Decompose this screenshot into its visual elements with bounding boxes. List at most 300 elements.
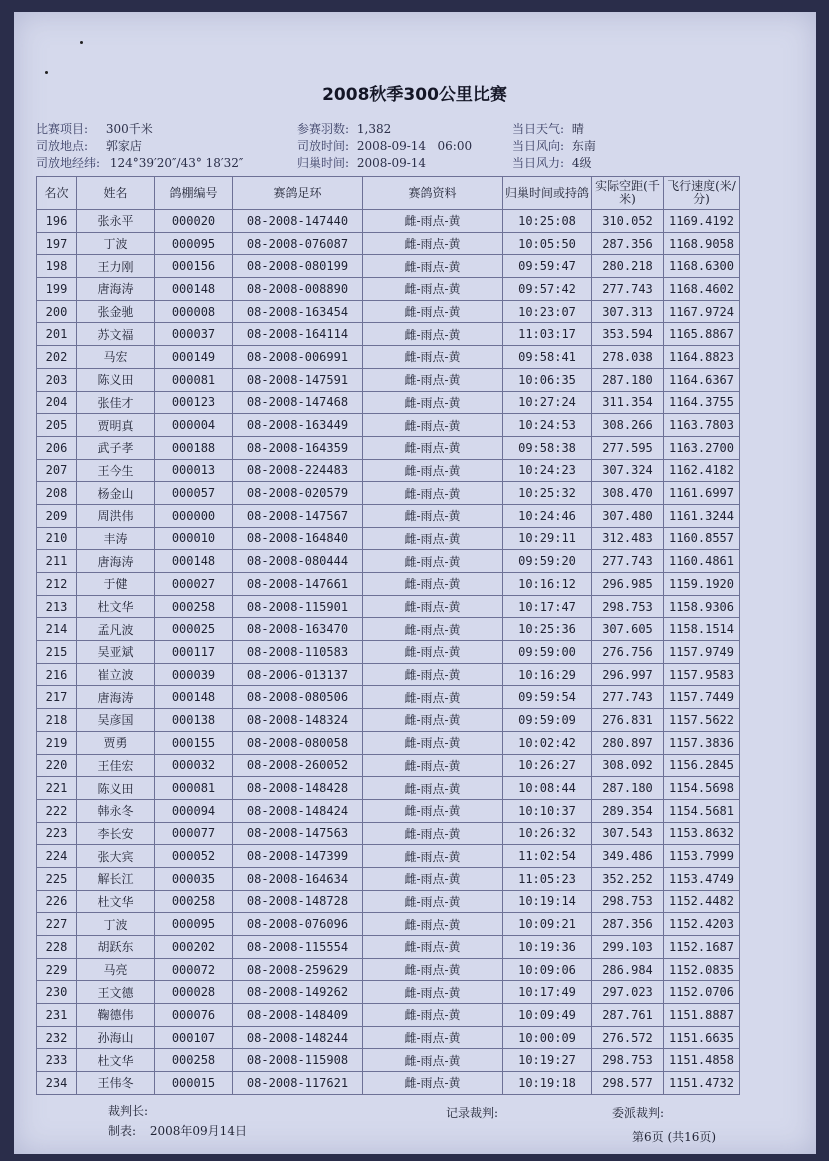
cell-distance: 287.356 — [592, 913, 664, 936]
cell-loft-id: 000015 — [155, 1072, 233, 1095]
cell-distance: 287.356 — [592, 232, 664, 255]
cell-distance: 310.052 — [592, 210, 664, 233]
cell-pigeon-info: 雌-雨点-黄 — [363, 210, 503, 233]
cell-return-time: 10:02:42 — [503, 731, 592, 754]
cell-pigeon-info: 雌-雨点-黄 — [363, 799, 503, 822]
cell-rank: 203 — [37, 368, 77, 391]
cell-rank: 231 — [37, 1004, 77, 1027]
table-row — [37, 482, 740, 505]
header-name: 姓名 — [77, 177, 155, 210]
cell-rank: 215 — [37, 641, 77, 664]
cell-pigeon-info: 雌-雨点-黄 — [363, 686, 503, 709]
cell-ring: 08-2006-013137 — [233, 663, 363, 686]
cell-return-time: 11:02:54 — [503, 845, 592, 868]
cell-name: 丁波 — [77, 913, 155, 936]
cell-ring: 08-2008-259629 — [233, 958, 363, 981]
release-site — [36, 138, 142, 155]
cell-loft-id: 000077 — [155, 822, 233, 845]
cell-distance: 307.313 — [592, 300, 664, 323]
cell-return-time: 10:09:21 — [503, 913, 592, 936]
table-row — [37, 981, 740, 1004]
cell-pigeon-info: 雌-雨点-黄 — [363, 618, 503, 641]
weather-value: 晴 — [571, 122, 584, 136]
wind-force-label: 当日风力: — [512, 156, 565, 170]
release-coords — [36, 155, 243, 172]
cell-speed: 1154.5698 — [664, 777, 740, 800]
cell-loft-id: 000123 — [155, 391, 233, 414]
table-row — [37, 731, 740, 754]
cell-loft-id: 000013 — [155, 459, 233, 482]
release-site-value: 郭家店 — [105, 139, 142, 153]
cell-pigeon-info: 雌-雨点-黄 — [363, 391, 503, 414]
cell-speed: 1154.5681 — [664, 799, 740, 822]
cell-pigeon-info: 雌-雨点-黄 — [363, 459, 503, 482]
cell-return-time: 10:26:32 — [503, 822, 592, 845]
cell-speed: 1153.4749 — [664, 867, 740, 890]
cell-rank: 229 — [37, 958, 77, 981]
cell-pigeon-info: 雌-雨点-黄 — [363, 346, 503, 369]
cell-speed: 1151.6635 — [664, 1026, 740, 1049]
cell-pigeon-info: 雌-雨点-黄 — [363, 323, 503, 346]
cell-pigeon-info: 雌-雨点-黄 — [363, 482, 503, 505]
cell-distance: 287.180 — [592, 368, 664, 391]
header-rank: 名次 — [37, 177, 77, 210]
cell-name: 解长江 — [77, 867, 155, 890]
cell-distance: 352.252 — [592, 867, 664, 890]
cell-name: 王佳宏 — [77, 754, 155, 777]
cell-name: 孟凡波 — [77, 618, 155, 641]
cell-distance: 307.543 — [592, 822, 664, 845]
cell-loft-id: 000000 — [155, 504, 233, 527]
table-row — [37, 822, 740, 845]
cell-loft-id: 000188 — [155, 436, 233, 459]
cell-distance: 298.753 — [592, 1049, 664, 1072]
cell-return-time: 10:29:11 — [503, 527, 592, 550]
cell-name: 周洪伟 — [77, 504, 155, 527]
cell-distance: 311.354 — [592, 391, 664, 414]
cell-distance: 353.594 — [592, 323, 664, 346]
cell-rank: 221 — [37, 777, 77, 800]
cell-ring: 08-2008-076096 — [233, 913, 363, 936]
cell-loft-id: 000258 — [155, 595, 233, 618]
cell-rank: 202 — [37, 346, 77, 369]
table-row — [37, 573, 740, 596]
cell-return-time: 09:59:47 — [503, 255, 592, 278]
cell-speed: 1160.4861 — [664, 550, 740, 573]
cell-pigeon-info: 雌-雨点-黄 — [363, 845, 503, 868]
cell-return-time: 09:58:41 — [503, 346, 592, 369]
cell-name: 苏文福 — [77, 323, 155, 346]
cell-loft-id: 000076 — [155, 1004, 233, 1027]
cell-return-time: 10:23:07 — [503, 300, 592, 323]
cell-rank: 213 — [37, 595, 77, 618]
entries-count — [297, 121, 391, 138]
table-row — [37, 709, 740, 732]
cell-distance: 289.354 — [592, 799, 664, 822]
cell-name: 陈义田 — [77, 368, 155, 391]
cell-ring: 08-2008-148409 — [233, 1004, 363, 1027]
cell-return-time: 10:16:12 — [503, 573, 592, 596]
cell-distance: 298.577 — [592, 1072, 664, 1095]
cell-return-time: 10:08:44 — [503, 777, 592, 800]
cell-rank: 217 — [37, 686, 77, 709]
cell-distance: 296.985 — [592, 573, 664, 596]
cell-loft-id: 000148 — [155, 686, 233, 709]
cell-pigeon-info: 雌-雨点-黄 — [363, 1004, 503, 1027]
cell-speed: 1152.0835 — [664, 958, 740, 981]
cell-distance: 296.997 — [592, 663, 664, 686]
cell-ring: 08-2008-163454 — [233, 300, 363, 323]
cell-pigeon-info: 雌-雨点-黄 — [363, 573, 503, 596]
cell-pigeon-info: 雌-雨点-黄 — [363, 504, 503, 527]
weather — [512, 121, 584, 138]
cell-return-time: 10:17:49 — [503, 981, 592, 1004]
cell-loft-id: 000138 — [155, 709, 233, 732]
recorder-label: 记录裁判: — [446, 1106, 499, 1120]
cell-pigeon-info: 雌-雨点-黄 — [363, 550, 503, 573]
cell-pigeon-info: 雌-雨点-黄 — [363, 232, 503, 255]
cell-pigeon-info: 雌-雨点-黄 — [363, 777, 503, 800]
cell-name: 鞠德伟 — [77, 1004, 155, 1027]
cell-ring: 08-2008-147563 — [233, 822, 363, 845]
table-row — [37, 595, 740, 618]
cell-loft-id: 000107 — [155, 1026, 233, 1049]
cell-speed: 1153.8632 — [664, 822, 740, 845]
table-row — [37, 1049, 740, 1072]
cell-distance: 307.480 — [592, 504, 664, 527]
cell-ring: 08-2008-080058 — [233, 731, 363, 754]
wind-dir-value: 东南 — [571, 139, 596, 153]
wind-direction — [512, 138, 596, 155]
cell-ring: 08-2008-080199 — [233, 255, 363, 278]
cell-ring: 08-2008-076087 — [233, 232, 363, 255]
cell-loft-id: 000081 — [155, 368, 233, 391]
cell-loft-id: 000117 — [155, 641, 233, 664]
cell-speed: 1151.4858 — [664, 1049, 740, 1072]
release-site-label: 司放地点: — [36, 139, 89, 153]
cell-loft-id: 000156 — [155, 255, 233, 278]
cell-distance: 308.266 — [592, 414, 664, 437]
cell-loft-id: 000081 — [155, 777, 233, 800]
table-row — [37, 459, 740, 482]
cell-name: 贾勇 — [77, 731, 155, 754]
table-row — [37, 414, 740, 437]
cell-rank: 206 — [37, 436, 77, 459]
cell-loft-id: 000057 — [155, 482, 233, 505]
cell-pigeon-info: 雌-雨点-黄 — [363, 709, 503, 732]
cell-loft-id: 000027 — [155, 573, 233, 596]
table-row — [37, 255, 740, 278]
cell-speed: 1152.4203 — [664, 913, 740, 936]
cell-return-time: 10:25:36 — [503, 618, 592, 641]
cell-pigeon-info: 雌-雨点-黄 — [363, 958, 503, 981]
wind-dir-label: 当日风向: — [512, 139, 565, 153]
cell-rank: 214 — [37, 618, 77, 641]
table-row — [37, 368, 740, 391]
cell-ring: 08-2008-115901 — [233, 595, 363, 618]
table-row — [37, 323, 740, 346]
cell-pigeon-info: 雌-雨点-黄 — [363, 890, 503, 913]
cell-ring: 08-2008-224483 — [233, 459, 363, 482]
cell-ring: 08-2008-147661 — [233, 573, 363, 596]
race-item-label: 比赛项目: — [36, 122, 89, 136]
cell-return-time: 09:58:38 — [503, 436, 592, 459]
cell-return-time: 10:24:46 — [503, 504, 592, 527]
cell-ring: 08-2008-163470 — [233, 618, 363, 641]
cell-distance: 286.984 — [592, 958, 664, 981]
cell-speed: 1151.4732 — [664, 1072, 740, 1095]
cell-return-time: 10:26:27 — [503, 754, 592, 777]
cell-speed: 1152.0706 — [664, 981, 740, 1004]
cell-distance: 298.753 — [592, 595, 664, 618]
cell-rank: 227 — [37, 913, 77, 936]
cell-return-time: 10:19:14 — [503, 890, 592, 913]
judge-label: 裁判长: — [108, 1104, 149, 1118]
cell-ring: 08-2008-147468 — [233, 391, 363, 414]
cell-pigeon-info: 雌-雨点-黄 — [363, 368, 503, 391]
cell-return-time: 10:25:32 — [503, 482, 592, 505]
cell-name: 王今生 — [77, 459, 155, 482]
table-row — [37, 346, 740, 369]
cell-distance: 307.324 — [592, 459, 664, 482]
table-row — [37, 278, 740, 301]
cell-name: 杜文华 — [77, 890, 155, 913]
cell-name: 马宏 — [77, 346, 155, 369]
delegate-label: 委派裁判: — [612, 1106, 665, 1120]
table-row — [37, 1026, 740, 1049]
cell-pigeon-info: 雌-雨点-黄 — [363, 436, 503, 459]
cell-loft-id: 000094 — [155, 799, 233, 822]
header-distance: 实际空距(千米) — [592, 177, 664, 210]
cell-distance: 280.218 — [592, 255, 664, 278]
race-item — [36, 121, 153, 138]
cell-rank: 218 — [37, 709, 77, 732]
cell-loft-id: 000149 — [155, 346, 233, 369]
cell-return-time: 11:03:17 — [503, 323, 592, 346]
cell-loft-id: 000028 — [155, 981, 233, 1004]
cell-loft-id: 000052 — [155, 845, 233, 868]
cell-loft-id: 000155 — [155, 731, 233, 754]
cell-name: 杨金山 — [77, 482, 155, 505]
cell-name: 贾明真 — [77, 414, 155, 437]
table-row — [37, 754, 740, 777]
cell-name: 唐海涛 — [77, 278, 155, 301]
table-row — [37, 504, 740, 527]
release-time-value: 2008-09-14 06:00 — [356, 139, 473, 153]
cell-ring: 08-2008-164840 — [233, 527, 363, 550]
cell-rank: 216 — [37, 663, 77, 686]
cell-ring: 08-2008-163449 — [233, 414, 363, 437]
cell-rank: 196 — [37, 210, 77, 233]
return-time — [297, 155, 426, 172]
table-row — [37, 618, 740, 641]
cell-pigeon-info: 雌-雨点-黄 — [363, 731, 503, 754]
cell-pigeon-info: 雌-雨点-黄 — [363, 1026, 503, 1049]
cell-distance: 349.486 — [592, 845, 664, 868]
return-time-label: 归巢时间: — [297, 156, 350, 170]
ink-speck — [80, 41, 83, 44]
cell-speed: 1164.8823 — [664, 346, 740, 369]
cell-ring: 08-2008-147567 — [233, 504, 363, 527]
cell-return-time: 10:24:53 — [503, 414, 592, 437]
cell-distance: 308.092 — [592, 754, 664, 777]
cell-return-time: 09:57:42 — [503, 278, 592, 301]
cell-return-time: 09:59:09 — [503, 709, 592, 732]
document-title: 2008秋季300公里比赛 — [322, 85, 507, 105]
cell-name: 唐海涛 — [77, 686, 155, 709]
coords-label: 司放地经纬: — [36, 156, 101, 170]
cell-speed: 1157.3836 — [664, 731, 740, 754]
cell-name: 丰涛 — [77, 527, 155, 550]
entries-label: 参赛羽数: — [297, 122, 350, 136]
cell-speed: 1158.9306 — [664, 595, 740, 618]
cell-return-time: 10:09:06 — [503, 958, 592, 981]
made-label: 制表: — [108, 1124, 137, 1138]
cell-distance: 276.756 — [592, 641, 664, 664]
table-row — [37, 391, 740, 414]
cell-pigeon-info: 雌-雨点-黄 — [363, 300, 503, 323]
cell-name: 杜文华 — [77, 1049, 155, 1072]
results-table — [36, 176, 740, 1095]
cell-rank: 225 — [37, 867, 77, 890]
cell-name: 吴亚斌 — [77, 641, 155, 664]
cell-rank: 201 — [37, 323, 77, 346]
cell-name: 杜文华 — [77, 595, 155, 618]
cell-ring: 08-2008-006991 — [233, 346, 363, 369]
cell-name: 唐海涛 — [77, 550, 155, 573]
table-row — [37, 210, 740, 233]
cell-name: 王力刚 — [77, 255, 155, 278]
cell-pigeon-info: 雌-雨点-黄 — [363, 527, 503, 550]
cell-name: 李长安 — [77, 822, 155, 845]
cell-return-time: 09:59:20 — [503, 550, 592, 573]
cell-loft-id: 000037 — [155, 323, 233, 346]
cell-distance: 287.761 — [592, 1004, 664, 1027]
header-pigeon-info: 赛鸽资料 — [363, 177, 503, 210]
cell-pigeon-info: 雌-雨点-黄 — [363, 414, 503, 437]
table-row — [37, 913, 740, 936]
table-row — [37, 845, 740, 868]
wind-force-value: 4级 — [571, 156, 592, 170]
cell-distance: 276.831 — [592, 709, 664, 732]
cell-rank: 233 — [37, 1049, 77, 1072]
cell-name: 崔立波 — [77, 663, 155, 686]
cell-speed: 1163.2700 — [664, 436, 740, 459]
cell-speed: 1158.1514 — [664, 618, 740, 641]
cell-loft-id: 000035 — [155, 867, 233, 890]
cell-loft-id: 000039 — [155, 663, 233, 686]
cell-rank: 211 — [37, 550, 77, 573]
race-item-value: 300千米 — [105, 122, 153, 136]
cell-rank: 224 — [37, 845, 77, 868]
cell-rank: 223 — [37, 822, 77, 845]
cell-ring: 08-2008-117621 — [233, 1072, 363, 1095]
cell-rank: 199 — [37, 278, 77, 301]
cell-return-time: 10:09:49 — [503, 1004, 592, 1027]
table-row — [37, 936, 740, 959]
cell-speed: 1157.9583 — [664, 663, 740, 686]
cell-name: 胡跃东 — [77, 936, 155, 959]
cell-name: 张佳才 — [77, 391, 155, 414]
cell-rank: 197 — [37, 232, 77, 255]
cell-return-time: 10:00:09 — [503, 1026, 592, 1049]
cell-speed: 1168.6300 — [664, 255, 740, 278]
entries-value: 1,382 — [356, 122, 392, 136]
cell-rank: 234 — [37, 1072, 77, 1095]
weather-label: 当日天气: — [512, 122, 565, 136]
cell-ring: 08-2008-008890 — [233, 278, 363, 301]
made-date: 2008年09月14日 — [149, 1124, 247, 1138]
cell-ring: 08-2008-164359 — [233, 436, 363, 459]
cell-ring: 08-2008-115554 — [233, 936, 363, 959]
cell-name: 张大宾 — [77, 845, 155, 868]
cell-pigeon-info: 雌-雨点-黄 — [363, 278, 503, 301]
cell-name: 于健 — [77, 573, 155, 596]
table-row — [37, 527, 740, 550]
cell-ring: 08-2008-148728 — [233, 890, 363, 913]
cell-name: 陈义田 — [77, 777, 155, 800]
cell-distance: 276.572 — [592, 1026, 664, 1049]
cell-speed: 1164.6367 — [664, 368, 740, 391]
cell-loft-id: 000008 — [155, 300, 233, 323]
cell-pigeon-info: 雌-雨点-黄 — [363, 1072, 503, 1095]
cell-speed: 1165.8867 — [664, 323, 740, 346]
cell-speed: 1156.2845 — [664, 754, 740, 777]
cell-pigeon-info: 雌-雨点-黄 — [363, 641, 503, 664]
cell-distance: 277.743 — [592, 686, 664, 709]
table-row — [37, 867, 740, 890]
cell-ring: 08-2008-110583 — [233, 641, 363, 664]
cell-pigeon-info: 雌-雨点-黄 — [363, 1049, 503, 1072]
cell-ring: 08-2008-080444 — [233, 550, 363, 573]
cell-loft-id: 000025 — [155, 618, 233, 641]
table-row — [37, 300, 740, 323]
cell-speed: 1164.3755 — [664, 391, 740, 414]
cell-distance: 277.595 — [592, 436, 664, 459]
cell-rank: 222 — [37, 799, 77, 822]
cell-return-time: 10:06:35 — [503, 368, 592, 391]
cell-speed: 1152.4482 — [664, 890, 740, 913]
cell-return-time: 11:05:23 — [503, 867, 592, 890]
cell-speed: 1163.7803 — [664, 414, 740, 437]
cell-distance: 280.897 — [592, 731, 664, 754]
cell-pigeon-info: 雌-雨点-黄 — [363, 255, 503, 278]
cell-return-time: 09:59:54 — [503, 686, 592, 709]
cell-ring: 08-2008-148244 — [233, 1026, 363, 1049]
cell-rank: 219 — [37, 731, 77, 754]
cell-pigeon-info: 雌-雨点-黄 — [363, 936, 503, 959]
cell-name: 吴彦国 — [77, 709, 155, 732]
cell-ring: 08-2008-148428 — [233, 777, 363, 800]
cell-rank: 230 — [37, 981, 77, 1004]
table-row — [37, 550, 740, 573]
results-body — [37, 210, 740, 1095]
cell-pigeon-info: 雌-雨点-黄 — [363, 595, 503, 618]
cell-return-time: 10:10:37 — [503, 799, 592, 822]
cell-distance: 278.038 — [592, 346, 664, 369]
cell-name: 武子孝 — [77, 436, 155, 459]
table-row — [37, 663, 740, 686]
header-ring: 赛鸽足环 — [233, 177, 363, 210]
cell-loft-id: 000095 — [155, 913, 233, 936]
table-row — [37, 777, 740, 800]
cell-speed: 1152.1687 — [664, 936, 740, 959]
cell-return-time: 10:27:24 — [503, 391, 592, 414]
cell-pigeon-info: 雌-雨点-黄 — [363, 822, 503, 845]
cell-rank: 200 — [37, 300, 77, 323]
cell-rank: 204 — [37, 391, 77, 414]
cell-name: 张永平 — [77, 210, 155, 233]
